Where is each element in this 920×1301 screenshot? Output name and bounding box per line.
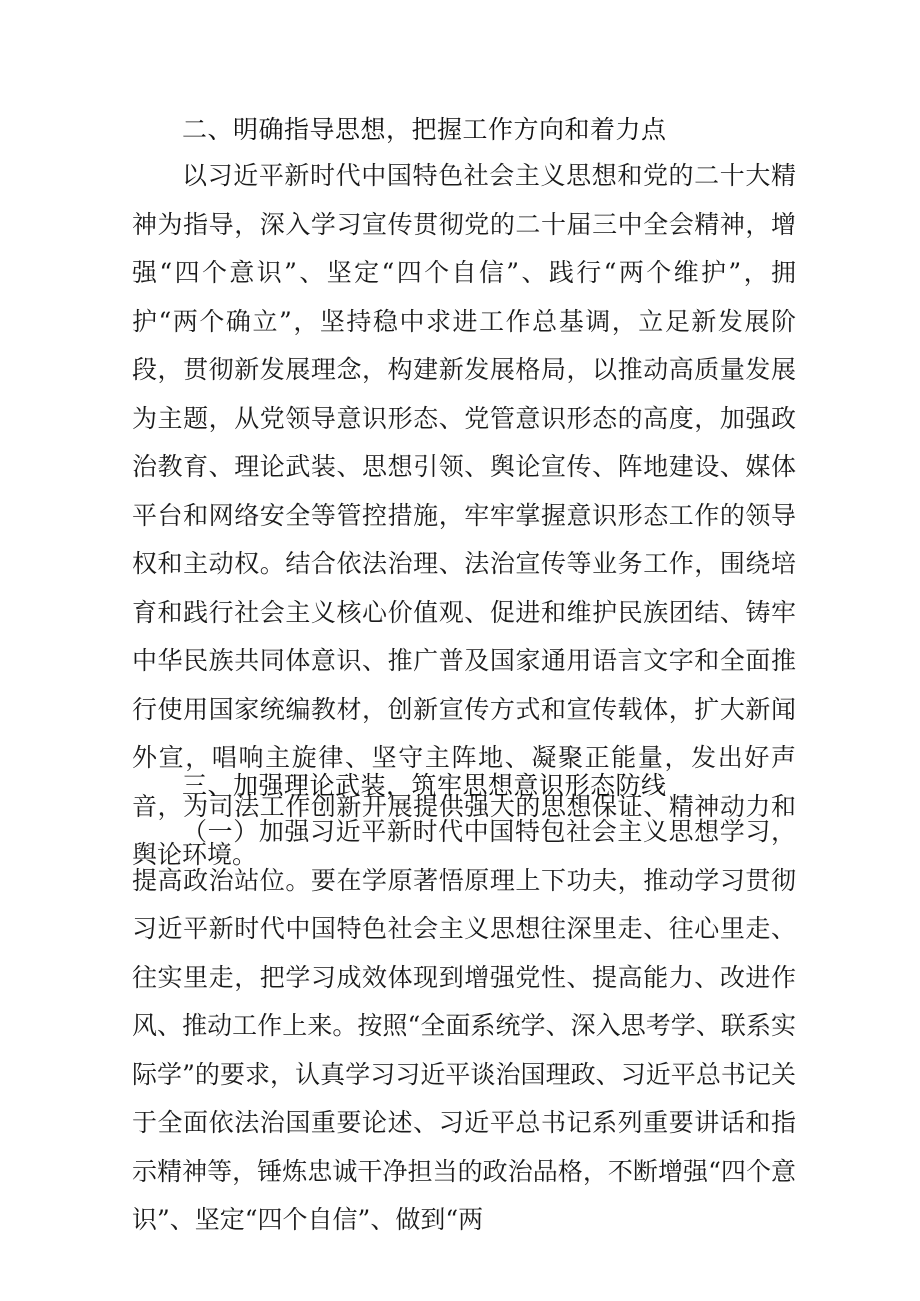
body-paragraph: 以习近平新时代中国特色社会主义思想和党的二十大精神为指导，深入学习宣传贯彻党的二十届三中全会精神，增强“四个意识”、坚定“四个自信”、践行“两个维护”，拥护“两个确立”，坚持稳中求进工作总基调，立足新发展阶段，贯彻新发展理念，构建新发展格局，以推动高质量发展为主题，从党领导意识形态、党管意识形态的高度，加强政治教育、理论武装、思想引领、舆论宣传、阵地建设、媒体平台和网络安全等管控措施，牢牢掌握意识形态工作的领导权和主动权。结合依法治理、法治宣传等业务工作，围绕培育和践行社会主义核心价值观、促进和维护民族团结、铸牢中华民族共同体意识、推广普及国家通用语言文字和全面推行使用国家统编教材，创新宣传方式和宣传载体，扩大新闻外宣，唱响主旋律、坚守主阵地、凝聚正能量，发出好声音，为司法工作创新开展提供强大的思想保证、精神动力和舆论环境。 [132,161,796,869]
section-heading: 三、加强理论武装，筑牢思想意识形态防线 [182,771,667,800]
body-paragraph: （一）加强习近平新时代中国特包社会主义思想学习，提高政治站位。要在学原著悟原理上下功夫，推动学习贯彻习近平新时代中国特色社会主义思想往深里走、往心里走、往实里走，把学习成效体现到增强党性、提高能力、改进作风、推动工作上来。按照“全面系统学、深入思考学、联系实际学”的要求，认真学习习近平谈治国理政、习近平总书记关于全面依法治国重要论述、习近平总书记系列重要讲话和指示精神等，锤炼忠诚干净担当的政治品格，不断增强“四个意识”、坚定“四个自信”、做到“两 [132,817,796,1234]
section-heading: 二、明确指导思想，把握工作方向和着力点 [182,115,667,144]
